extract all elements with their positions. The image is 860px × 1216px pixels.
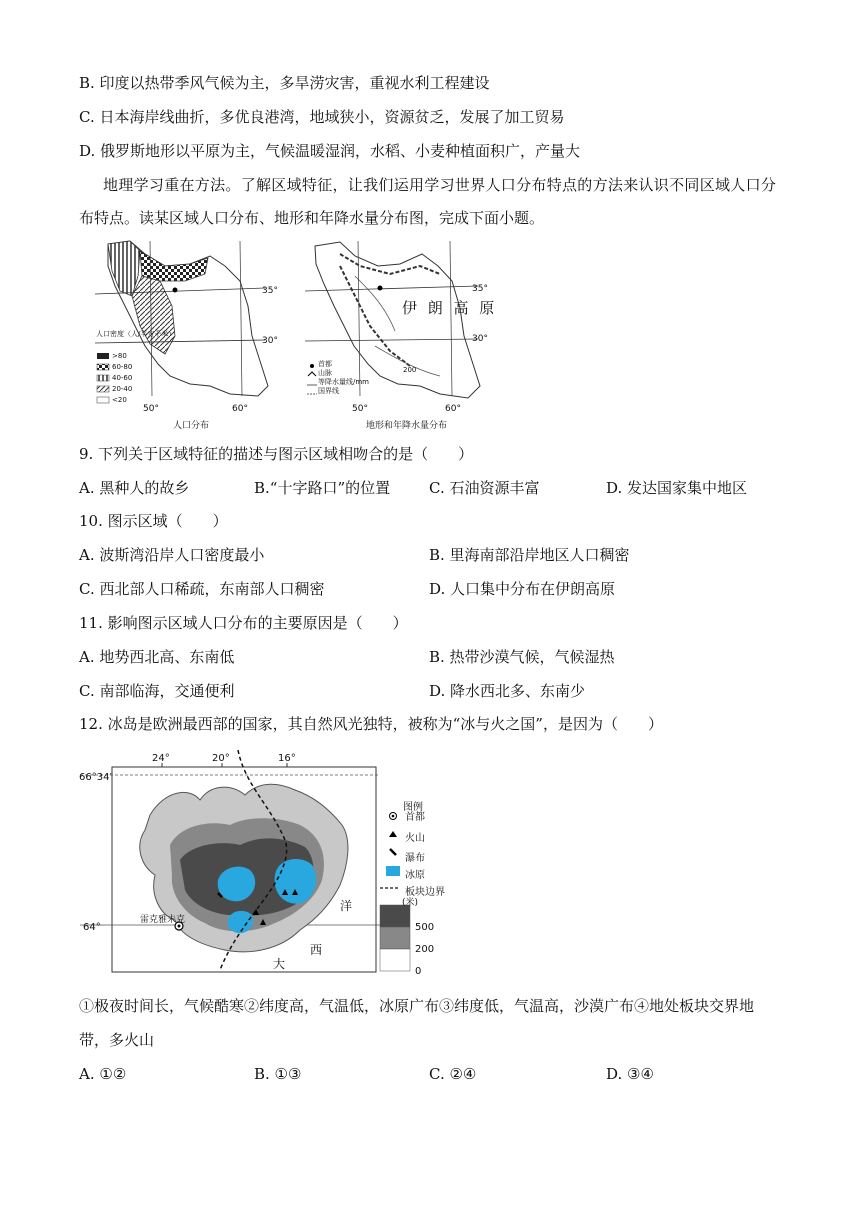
q12-option-d[interactable]: D. ③④ (606, 1065, 654, 1083)
legend-plate-boundary: 板块边界 (405, 887, 445, 898)
lat-label-64: 64° (83, 922, 101, 933)
population-map-caption: 人口分布 (173, 421, 210, 431)
elevation-tick-0: 0 (415, 966, 422, 977)
population-legend-1: >80 (112, 352, 127, 360)
map2-lat-30: 30° (472, 334, 488, 344)
q12-statements-line-2: 带，多火山 (79, 1031, 155, 1049)
lon-label-20: 20° (212, 753, 230, 764)
map2-lon-60: 60° (445, 404, 461, 414)
map2-legend-capital: 首都 (318, 360, 332, 368)
capital-label: 雷克雅未克 (140, 915, 186, 925)
lat-label-66: 66°34′ (79, 772, 112, 783)
q12-option-b[interactable]: B. ①③ (254, 1065, 302, 1083)
iceland-map (80, 745, 450, 980)
population-legend-3: 40-60 (112, 374, 133, 382)
q9-option-c[interactable]: C. 石油资源丰富 (429, 479, 540, 497)
q12-option-c[interactable]: C. ②④ (429, 1065, 477, 1083)
population-legend-5: <20 (112, 396, 127, 404)
plateau-label: 伊 朗 高 原 (402, 299, 498, 317)
map1-lon-60: 60° (232, 404, 248, 414)
map2-legend-isohyet: 等降水量线/mm (318, 378, 369, 386)
q12-statements-line-1: ①极夜时间长，气候酷寒②纬度高，气温低，冰原广布③纬度低，气温高，沙漠广布④地处板块交界地 (79, 997, 755, 1015)
intro-line-2: 布特点。读某区域人口分布、地形和年降水量分布图，完成下面小题。 (79, 209, 545, 227)
q9-stem: 9. 下列关于区域特征的描述与图示区域相吻合的是（ ） (79, 445, 474, 463)
prev-option-b: B. 印度以热带季风气候为主，多旱涝灾害，重视水利工程建设 (79, 74, 490, 92)
map1-lat-35: 35° (262, 286, 278, 296)
population-legend-title: 人口密度（人/平方千米） (96, 330, 176, 338)
q9-option-b[interactable]: B.“十字路口”的位置 (254, 479, 391, 497)
q11-option-a[interactable]: A. 地势西北高、东南低 (79, 648, 235, 666)
q10-option-d[interactable]: D. 人口集中分布在伊朗高原 (429, 580, 616, 598)
q10-option-c[interactable]: C. 西北部人口稀疏，东南部人口稠密 (79, 580, 325, 598)
population-legend-4: 20-40 (112, 385, 133, 393)
elevation-tick-500: 500 (415, 922, 435, 933)
precip-contour-label: 200 (403, 366, 417, 374)
q11-option-b[interactable]: B. 热带沙漠气候，气候湿热 (429, 648, 615, 666)
q11-option-d[interactable]: D. 降水西北多、东南少 (429, 682, 586, 700)
intro-line-1: 地理学习重在方法。了解区域特征，让我们运用学习世界人口分布特点的方法来认识不同区域人口分 (103, 176, 777, 194)
q10-option-b[interactable]: B. 里海南部沿岸地区人口稠密 (429, 546, 630, 564)
legend-icefield: 冰原 (405, 870, 425, 881)
q10-stem: 10. 图示区域（ ） (79, 512, 228, 530)
q11-stem: 11. 影响图示区域人口分布的主要原因是（ ） (79, 614, 408, 632)
map2-legend-mountain: 山脉 (318, 369, 332, 377)
lon-label-16: 16° (278, 753, 296, 764)
ocean-label-3: 大 (273, 957, 286, 971)
legend-waterfall: 瀑布 (405, 853, 425, 864)
q12-stem: 12. 冰岛是欧洲最西部的国家，其自然风光独特，被称为“冰与火之国”，是因为（ ） (79, 715, 663, 733)
terrain-map-caption: 地形和年降水量分布 (366, 421, 448, 431)
map1-lon-50: 50° (143, 404, 159, 414)
legend-title: 图例 (403, 802, 423, 813)
legend-capital: 首都 (405, 812, 425, 823)
legend-volcano: 火山 (405, 833, 425, 844)
map1-lat-30: 30° (262, 336, 278, 346)
q9-option-a[interactable]: A. 黑种人的故乡 (79, 479, 190, 497)
terrain-precipitation-map (300, 236, 500, 436)
q10-option-a[interactable]: A. 波斯湾沿岸人口密度最小 (79, 546, 265, 564)
map2-lat-35: 35° (472, 284, 488, 294)
q11-option-c[interactable]: C. 南部临海，交通便利 (79, 682, 235, 700)
ocean-label-2: 西 (310, 943, 323, 957)
prev-option-d: D. 俄罗斯地形以平原为主，气候温暖湿润，水稻、小麦种植面积广，产量大 (79, 142, 581, 160)
population-legend-2: 60-80 (112, 363, 133, 371)
q9-option-d[interactable]: D. 发达国家集中地区 (606, 479, 748, 497)
map2-lon-50: 50° (352, 404, 368, 414)
prev-option-c: C. 日本海岸线曲折，多优良港湾，地域狭小，资源贫乏，发展了加工贸易 (79, 108, 565, 126)
elevation-unit: (米) (402, 898, 419, 908)
elevation-tick-200: 200 (415, 944, 435, 955)
ocean-label-1: 洋 (340, 899, 353, 913)
q12-option-a[interactable]: A. ①② (79, 1065, 127, 1083)
map2-legend-border: 国界线 (318, 387, 339, 395)
lon-label-24: 24° (152, 753, 170, 764)
